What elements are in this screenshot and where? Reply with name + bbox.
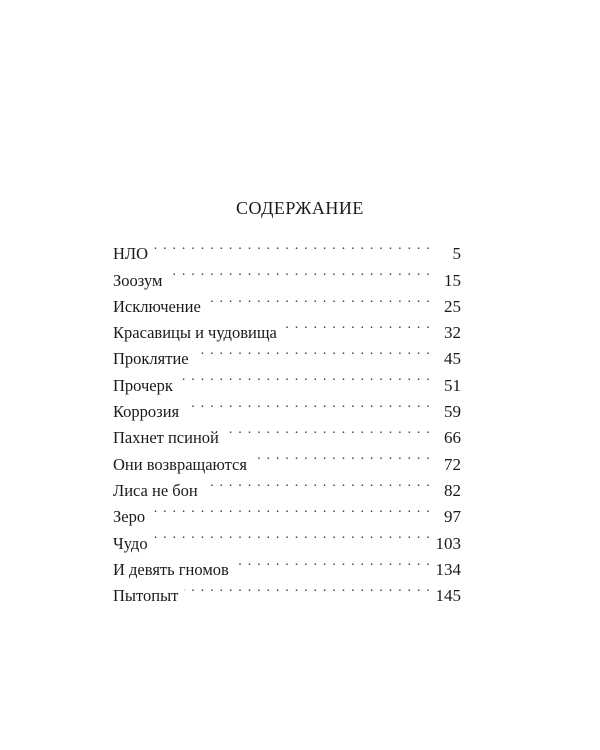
toc-entry-title: Прочерк: [113, 375, 173, 395]
toc-heading: СОДЕРЖАНИЕ: [236, 198, 364, 218]
toc-entry-title: Красавицы и чудовища: [113, 323, 277, 343]
toc-entry: [113, 233, 461, 264]
toc-leader-dots: [154, 522, 431, 548]
toc-list: [113, 233, 461, 606]
toc-entry: [113, 496, 461, 527]
toc-entry-title: Исключение: [113, 296, 201, 316]
toc-entry-page: 134: [435, 559, 461, 579]
toc-entry-page: 97: [444, 507, 461, 527]
toc-leader-dots: [253, 443, 431, 469]
toc-leader-dots: [235, 549, 431, 575]
toc-leader-dots: [185, 391, 431, 417]
toc-entry: [113, 259, 461, 290]
toc-entry-page: 15: [444, 270, 461, 290]
toc-entry-page: 72: [444, 454, 461, 474]
toc-entry-title: Коррозия: [113, 402, 180, 422]
toc-entry-title: Зеро: [113, 507, 146, 527]
toc-entry-page: 82: [444, 480, 461, 500]
toc-entry-page: 59: [444, 402, 461, 422]
toc-entry-title: Лиса не бон: [113, 480, 198, 500]
toc-entry-title: Они возвращаются: [113, 454, 247, 474]
toc-entry-page: 103: [435, 533, 461, 553]
toc-leader-dots: [207, 286, 431, 312]
toc-entry-title: Пытопыт: [113, 586, 179, 606]
toc-leader-dots: [195, 338, 431, 364]
toc-entry-title: Зоозум: [113, 270, 163, 290]
toc-leader-dots: [184, 575, 431, 601]
toc-leader-dots: [151, 496, 431, 522]
toc-entry-page: 51: [444, 375, 461, 395]
toc-entry-title: НЛО: [113, 244, 149, 264]
toc-entry: [113, 549, 461, 579]
toc-leader-dots: [283, 312, 431, 338]
toc-leader-dots: [225, 417, 431, 443]
toc-entry: [113, 522, 461, 553]
toc-entry-title: Проклятие: [113, 349, 189, 369]
toc-leader-dots: [204, 470, 431, 496]
toc-leader-dots: [168, 259, 431, 285]
toc-leader-dots: [179, 364, 431, 390]
toc-entry-page: 145: [435, 586, 461, 606]
toc-entry-page: 5: [452, 244, 461, 264]
toc-entry-title: Пахнет псиной: [113, 428, 219, 448]
toc-entry-page: 66: [444, 428, 461, 448]
toc-entry-title: Чудо: [113, 533, 148, 553]
toc-entry-page: 25: [444, 296, 461, 316]
toc-entry-page: 45: [444, 349, 461, 369]
toc-entry-page: 32: [444, 323, 461, 343]
toc-entry-title: И девять гномов: [113, 559, 229, 579]
toc-leader-dots: [154, 233, 431, 259]
